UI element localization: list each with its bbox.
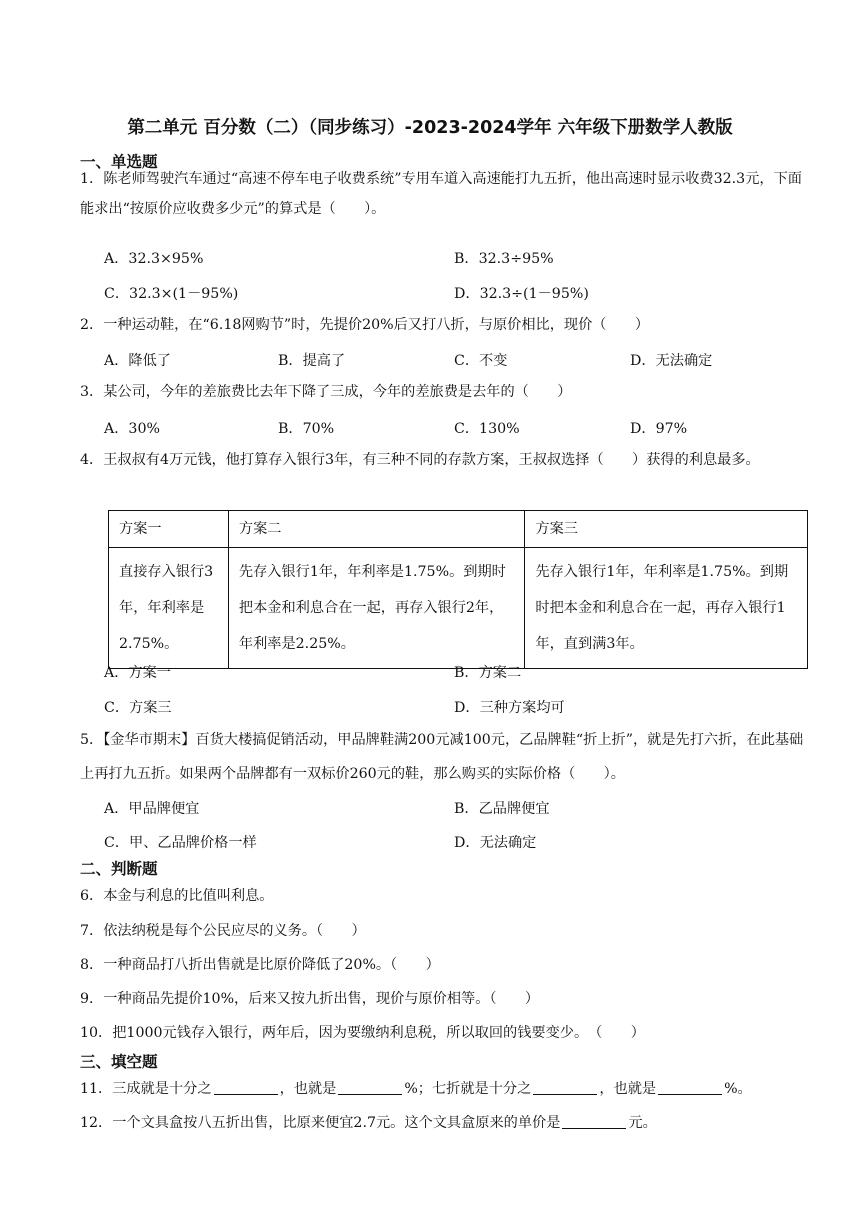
question-2-option-a: A．降低了 [104, 353, 171, 369]
table-header-plan-2: 方案二 [228, 511, 525, 548]
answer-blank[interactable] [214, 1080, 278, 1095]
question-4-option-d: D．三种方案均可 [454, 700, 565, 716]
question-3-stem: 3．某公司，今年的差旅费比去年下降了三成，今年的差旅费是去年的（ ） [80, 384, 572, 400]
answer-blank[interactable] [533, 1080, 597, 1095]
question-5-option-b: B．乙品牌便宜 [454, 801, 550, 817]
section-heading-true-false: 二、判断题 [80, 860, 158, 878]
answer-blank[interactable] [562, 1114, 626, 1129]
question-1-option-c: C．32.3×(1－95%) [104, 286, 239, 302]
question-5-option-a: A．甲品牌便宜 [104, 801, 200, 817]
question-11-text-5: %。 [724, 1081, 752, 1097]
savings-plan-table [108, 510, 808, 669]
page-title: 第二单元 百分数（二）（同步练习）-2023-2024学年 六年级下册数学人教版 [127, 118, 733, 138]
question-11-text-2: ，也就是 [279, 1081, 337, 1097]
answer-blank[interactable] [338, 1080, 402, 1095]
question-10: 10．把1000元钱存入银行，两年后，因为要缴纳利息税，所以取回的钱要变少。 （ ） [80, 1025, 645, 1041]
question-2-stem: 2．一种运动鞋，在“6.18网购节”时，先提价20%后又打八折，与原价相比，现价（ ） [80, 317, 650, 333]
question-11-text-4: ，也就是 [599, 1081, 657, 1097]
question-2-option-d: D．无法确定 [630, 353, 713, 369]
question-11 [80, 1072, 810, 1106]
question-4-option-c: C．方案三 [104, 700, 172, 716]
question-5-option-c: C．甲、乙品牌价格一样 [104, 835, 257, 851]
question-1-option-b: B．32.3÷95% [454, 251, 554, 267]
answer-blank[interactable] [658, 1080, 722, 1095]
question-3-option-b: B．70% [278, 421, 335, 437]
question-12-text-2: 元。 [628, 1115, 657, 1131]
question-3-option-d: D．97% [630, 421, 688, 437]
question-5-stem: 5．【金华市期末】百货大楼搞促销活动，甲品牌鞋满200元减100元，乙品牌鞋“折上折”，就是先打六折，在此基础上再打九五折。如果两个品牌都有一双标价260元的鞋，那么购买的实际价格（ ）。 [80, 732, 804, 782]
question-1-option-a: A．32.3×95% [104, 251, 204, 267]
question-8: 8．一种商品打八折出售就是比原价降低了20%。（ ） [80, 957, 440, 973]
question-11-text-1: 11．三成就是十分之 [80, 1081, 212, 1097]
question-4-option-a: A．方案一 [104, 665, 171, 681]
question-3-option-a: A．30% [104, 421, 160, 437]
question-2-option-c: C．不变 [454, 353, 508, 369]
table-cell-plan-1: 直接存入银行3年，年利率是2.75%。 [109, 548, 229, 669]
table-header-plan-1: 方案一 [109, 511, 229, 548]
table-cell-plan-3: 先存入银行1年，年利率是1.75%。到期时把本金和利息合在一起，再存入银行1年，直到满3年。 [525, 548, 808, 669]
question-9: 9．一种商品先提价10%，后来又按九折出售，现价与原价相等。（ ） [80, 991, 540, 1007]
section-heading-fill-blank: 三、填空题 [80, 1053, 158, 1071]
section-heading-single-choice: 一、单选题 [80, 153, 158, 171]
question-3-option-c: C．130% [454, 421, 520, 437]
question-1-option-d: D．32.3÷(1－95%) [454, 286, 589, 302]
question-7: 7．依法纳税是每个公民应尽的义务。（ ） [80, 923, 366, 939]
question-4-option-b: B．方案二 [454, 665, 522, 681]
question-11-text-3: %；七折就是十分之 [404, 1081, 532, 1097]
question-2-option-b: B．提高了 [278, 353, 346, 369]
question-4-stem: 4．王叔叔有4万元钱，他打算存入银行3年，有三种不同的存款方案，王叔叔选择（ ）获得的利息最多。 [80, 452, 760, 468]
table-cell-plan-2: 先存入银行1年，年利率是1.75%。到期时把本金和利息合在一起，再存入银行2年，年利率是2.25%。 [228, 548, 525, 669]
question-1-stem: 1．陈老师驾驶汽车通过“高速不停车电子收费系统”专用车道入高速能打九五折，他出高速时显示收费32.3元，下面能求出“按原价应收费多少元”的算式是（ ）。 [80, 171, 802, 217]
question-5-option-d: D．无法确定 [454, 835, 537, 851]
table-header-plan-3: 方案三 [525, 511, 808, 548]
question-12 [80, 1106, 810, 1140]
question-6: 6．本金与利息的比值叫利息。 [80, 888, 274, 904]
question-12-text-1: 12．一个文具盒按八五折出售，比原来便宜2.7元。这个文具盒原来的单价是 [80, 1115, 561, 1131]
